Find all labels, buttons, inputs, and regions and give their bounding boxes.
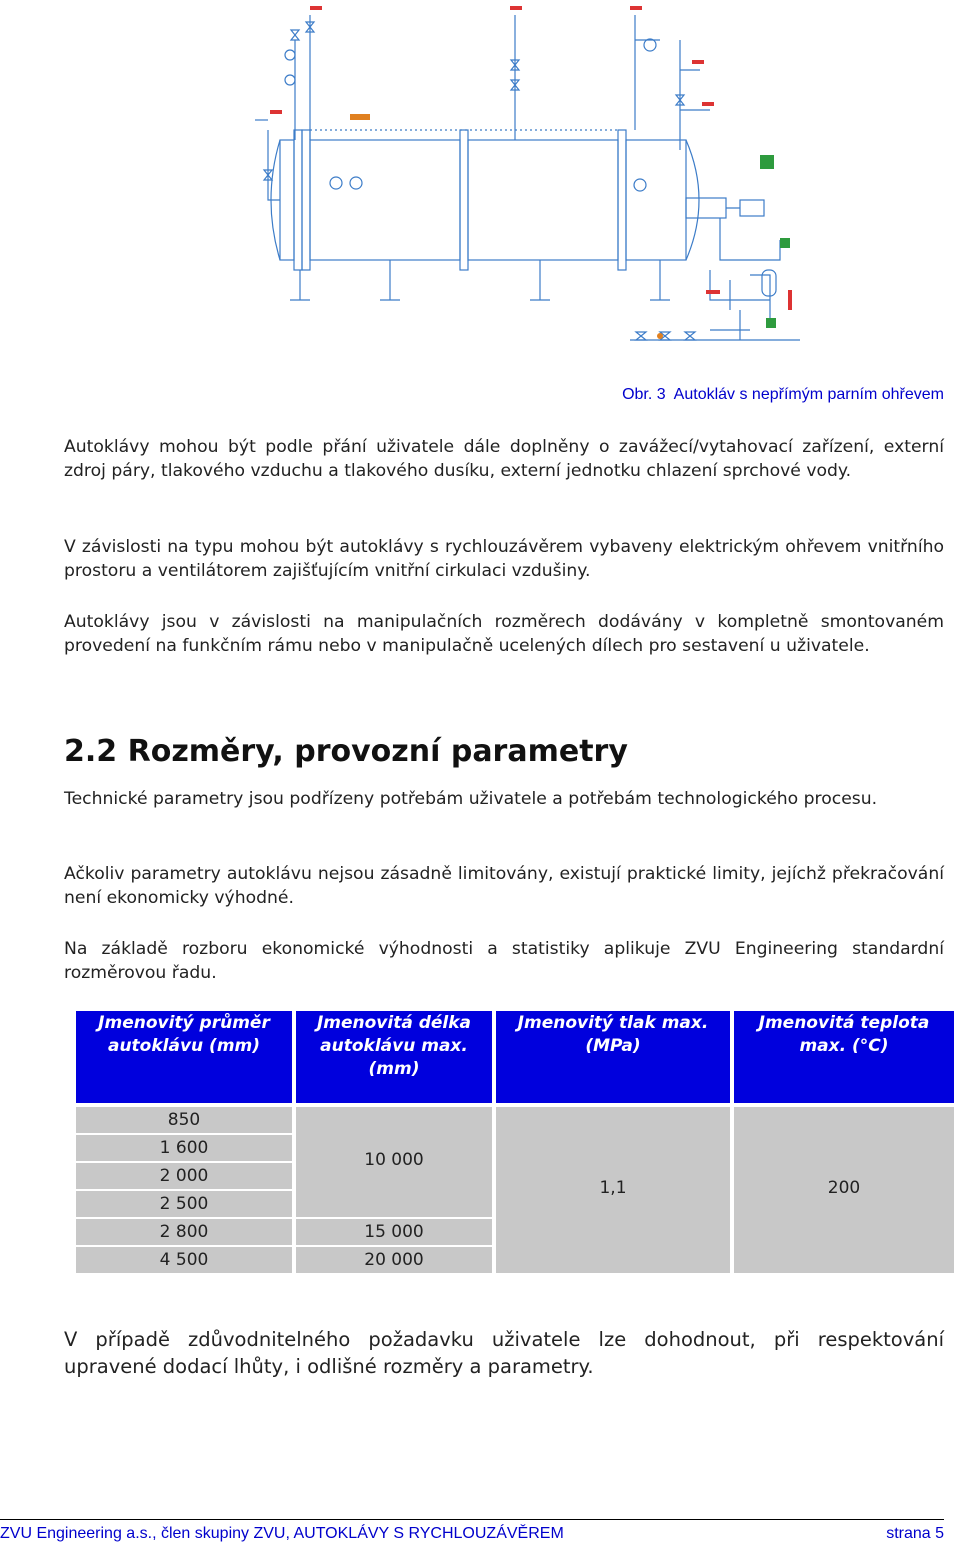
- paragraph-delivery: Autoklávy jsou v závislosti na manipulačních rozměrech dodávány v kompletně smontovaném provedení na funkčním rámu nebo v manipulačně ucelených dílech pro sestavení u uživatele.: [64, 612, 944, 656]
- table-header-diameter: Jmenovitý průměr autoklávu (mm): [76, 1011, 292, 1103]
- paragraph-technical: Technické parametry jsou podřízeny potřebám uživatele a potřebám technologického procesu.: [64, 789, 878, 809]
- table-cell-diameter: 2 800: [76, 1219, 292, 1245]
- table-header-length: Jmenovitá délka autoklávu max. (mm): [296, 1011, 492, 1103]
- paragraph-equipment: Autoklávy mohou být podle přání uživatele dále doplněny o zavážecí/vytahovací zařízení, externí zdroj páry, tlakového vzduchu a tlakového dusíku, externí jednotku chlazení sprchové vody.: [64, 437, 944, 481]
- table-cell-temperature: 200: [827, 1178, 861, 1198]
- table-cell-diameter: 1 600: [76, 1135, 292, 1161]
- table-cell-diameter: 2 500: [76, 1191, 292, 1217]
- table-cell-length: 10 000: [364, 1150, 424, 1170]
- figure-caption-label: Obr. 3: [622, 386, 666, 403]
- table-header-pressure: Jmenovitý tlak max. (MPa): [496, 1011, 730, 1103]
- footer-company: ZVU Engineering a.s., člen skupiny ZVU, AUTOKLÁVY S RYCHLOUZÁVĚREM: [0, 1525, 564, 1542]
- autoclave-diagram: [240, 0, 800, 370]
- table-cell-length-merged: [296, 1107, 492, 1217]
- table-cell-pressure-merged: [496, 1107, 730, 1273]
- section-heading: [64, 734, 628, 769]
- section-number: 2.2: [64, 734, 118, 769]
- table-cell-diameter: 850: [76, 1107, 292, 1133]
- table-cell-length: 15 000: [296, 1219, 492, 1245]
- paragraph-standard-range: Na základě rozboru ekonomické výhodnosti a statistiky aplikuje ZVU Engineering standardní rozměrovou řadu.: [64, 939, 944, 983]
- table-cell-temperature-merged: [734, 1107, 954, 1273]
- section-title: Rozměry, provozní parametry: [127, 734, 628, 769]
- figure-caption: [540, 386, 944, 404]
- table-header-temperature: Jmenovitá teplota max. (°C): [734, 1011, 954, 1103]
- table-cell-diameter: 2 000: [76, 1163, 292, 1189]
- table-cell-length: 20 000: [296, 1247, 492, 1273]
- paragraph-heating: V závislosti na typu mohou být autoklávy s rychlouzávěrem vybaveny elektrickým ohřevem vnitřního prostoru a ventilátorem zajišťujícím vnitřní cirkulaci vzdušiny.: [64, 537, 944, 581]
- paragraph-limits: Ačkoliv parametry autoklávu nejsou zásadně limitovány, existují praktické limity, jejíchž překračování není ekonomicky výhodné.: [64, 864, 944, 908]
- table-cell-diameter: 4 500: [76, 1247, 292, 1273]
- parameters-table: [76, 1011, 956, 1276]
- footer-page-number: strana 5: [886, 1525, 944, 1542]
- table-cell-pressure: 1,1: [599, 1178, 627, 1198]
- figure-caption-text: Autokláv s nepřímým parním ohřevem: [673, 386, 944, 403]
- page-footer: [0, 1525, 944, 1543]
- footer-divider: [0, 1519, 944, 1520]
- paragraph-closing: V případě zdůvodnitelného požadavku uživatele lze dohodnout, při respektování upravené dodací lhůty, i odlišné rozměry a parametry.: [64, 1328, 944, 1378]
